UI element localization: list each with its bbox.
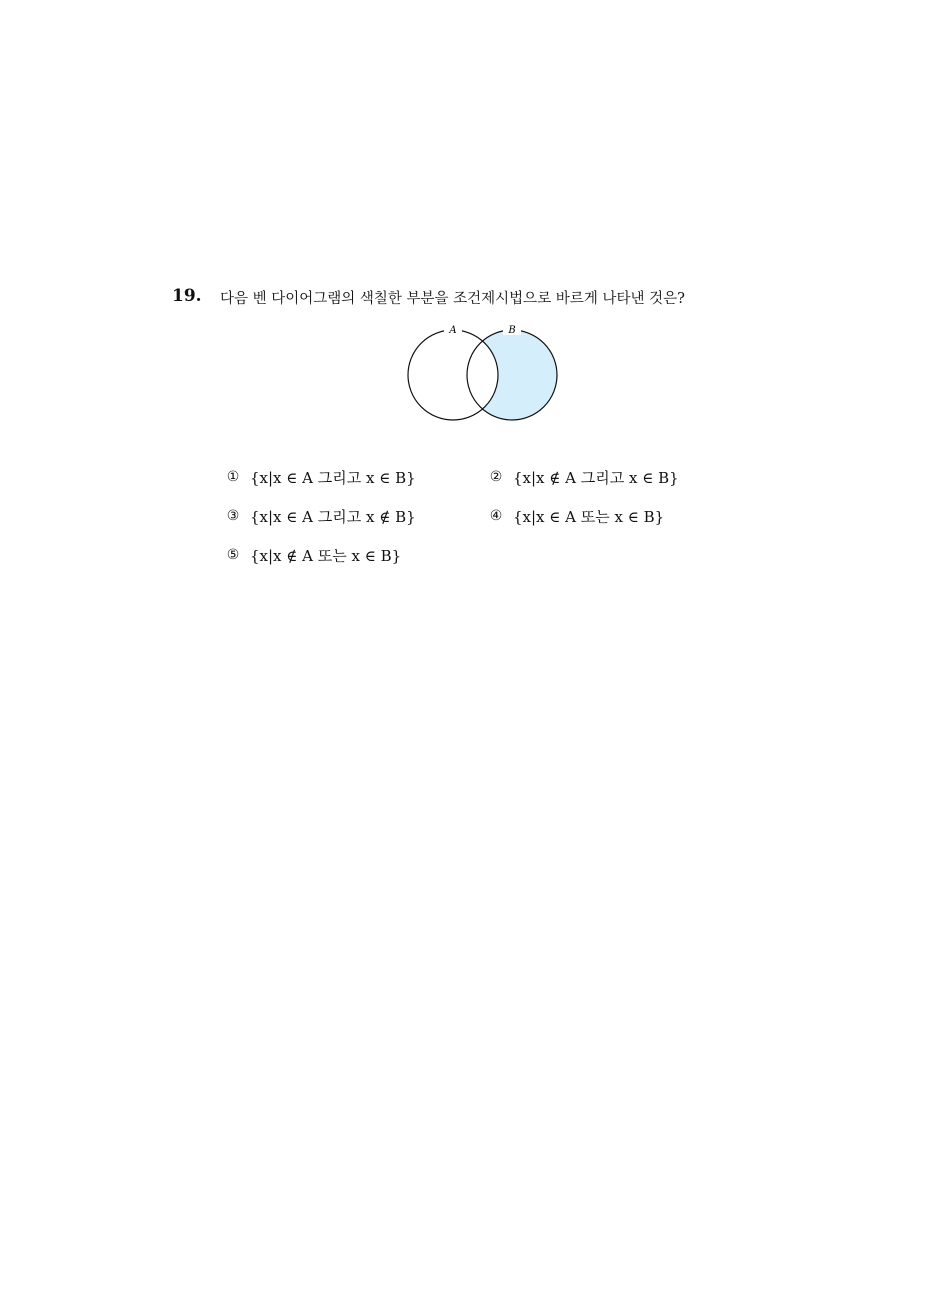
choice-4-text: {x|x ∈ A 또는 x ∈ B} [513,508,665,526]
choice-3[interactable] [224,506,416,527]
shaded-region-b-minus-a [400,320,570,424]
choice-1-marker: ① [226,468,240,485]
venn-diagram [400,320,570,424]
choice-3-text: {x|x ∈ A 그리고 x ∉ B} [250,508,416,526]
question-text: 다음 벤 다이어그램의 색칠한 부분을 조건제시법으로 바르게 나타낸 것은? [220,291,685,307]
question-number: 19. [172,286,202,306]
choice-5[interactable] [224,545,401,566]
choice-2-marker: ② [489,468,503,485]
choice-3-marker: ③ [226,507,240,524]
choice-5-marker: ⑤ [226,546,240,563]
label-b: B [508,325,516,336]
choice-5-text: {x|x ∉ A 또는 x ∈ B} [250,547,402,565]
choice-1-text: {x|x ∈ A 그리고 x ∈ B} [250,469,416,487]
choice-4[interactable] [487,506,664,527]
choice-1[interactable] [224,467,416,488]
label-a: A [449,325,457,336]
choice-2-text: {x|x ∉ A 그리고 x ∈ B} [513,469,679,487]
choice-2[interactable] [487,467,679,488]
choice-4-marker: ④ [489,507,503,524]
